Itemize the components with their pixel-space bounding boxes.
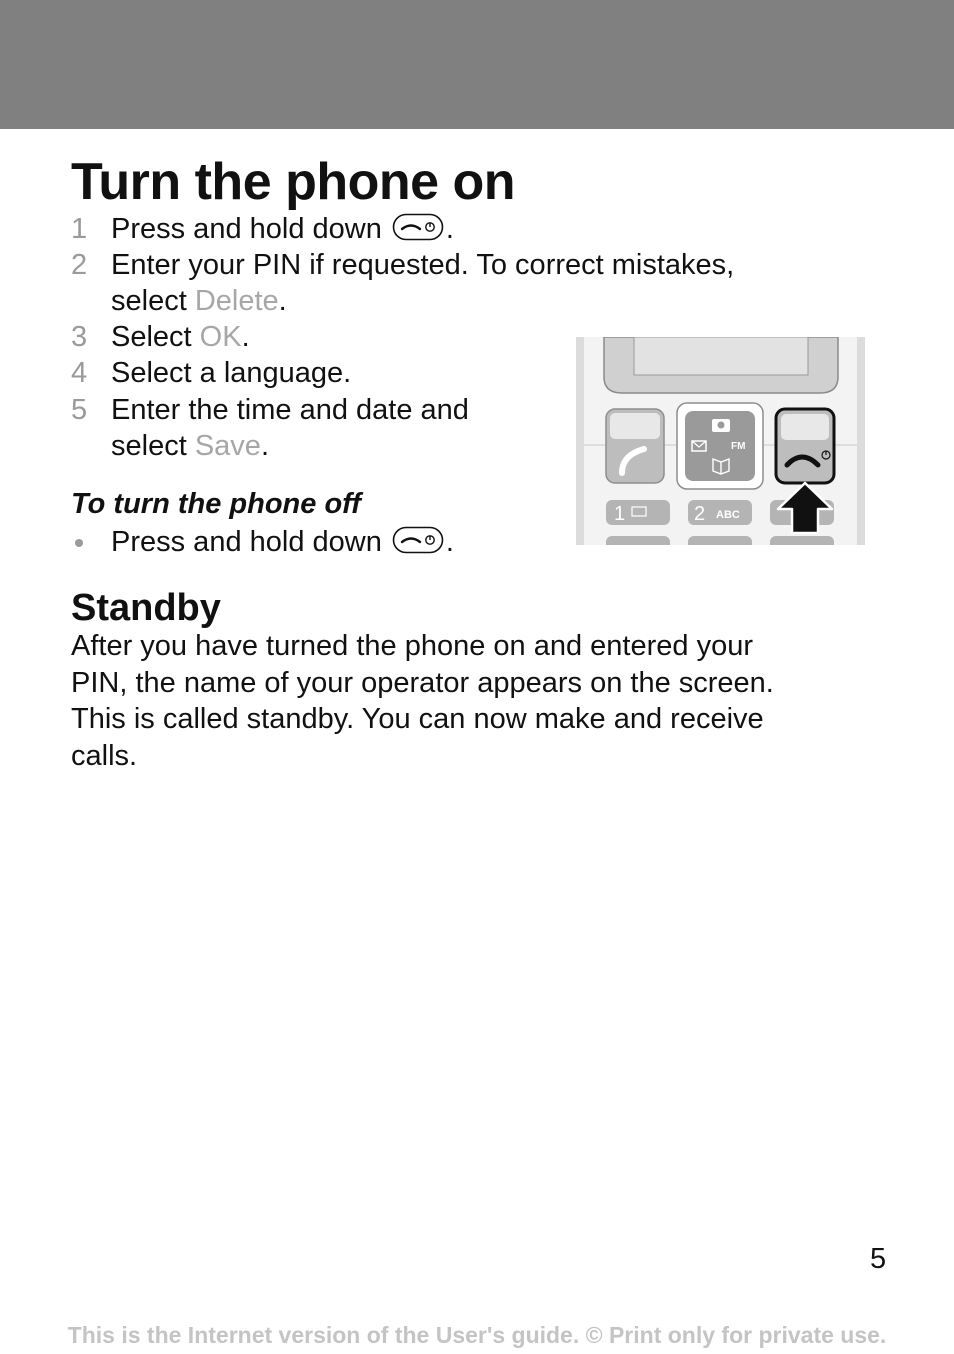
step-number: 5	[71, 394, 88, 426]
key-1-label: 1	[614, 503, 626, 525]
page-title: Turn the phone on	[71, 153, 516, 211]
step-number: 4	[71, 357, 88, 389]
navigation-key-icon	[677, 403, 763, 489]
standby-paragraph: After you have turned the phone on and entered your PIN, the name of your operator appears on the screen. This is called standby. You can now make and receive calls.	[71, 630, 774, 772]
step-text: Enter the time and date and	[111, 394, 469, 426]
page-number: 5	[870, 1243, 887, 1275]
turn-off-instruction: Press and hold down .	[111, 526, 454, 558]
end-key-icon	[392, 213, 444, 241]
turn-off-heading: To turn the phone off	[71, 488, 361, 520]
step-number: 2	[71, 249, 88, 281]
call-key-icon	[606, 409, 664, 483]
svg-text:FM: FM	[731, 441, 746, 452]
standby-heading: Standby	[71, 587, 221, 629]
bullet-icon	[75, 539, 83, 547]
footer-notice: This is the Internet version of the User's guide. © Print only for private use.	[67, 1322, 887, 1348]
delete-softkey-label: Delete	[194, 285, 279, 317]
step-text: Press and hold down	[111, 213, 382, 245]
step-text: Select a language.	[111, 357, 352, 389]
save-softkey-label: Save	[194, 430, 261, 462]
end-key-icon	[392, 526, 444, 554]
step-number: 3	[71, 321, 88, 353]
step-number: 1	[71, 213, 88, 245]
ok-softkey-label: OK	[199, 321, 242, 353]
phone-keypad-illustration	[576, 337, 865, 545]
header-band	[0, 0, 954, 129]
end-key-highlighted-icon	[776, 409, 834, 483]
key-2-label: 2	[694, 503, 706, 525]
key-2-letters: ABC	[716, 509, 740, 521]
step-text: Enter your PIN if requested. To correct mistakes,	[111, 249, 735, 281]
